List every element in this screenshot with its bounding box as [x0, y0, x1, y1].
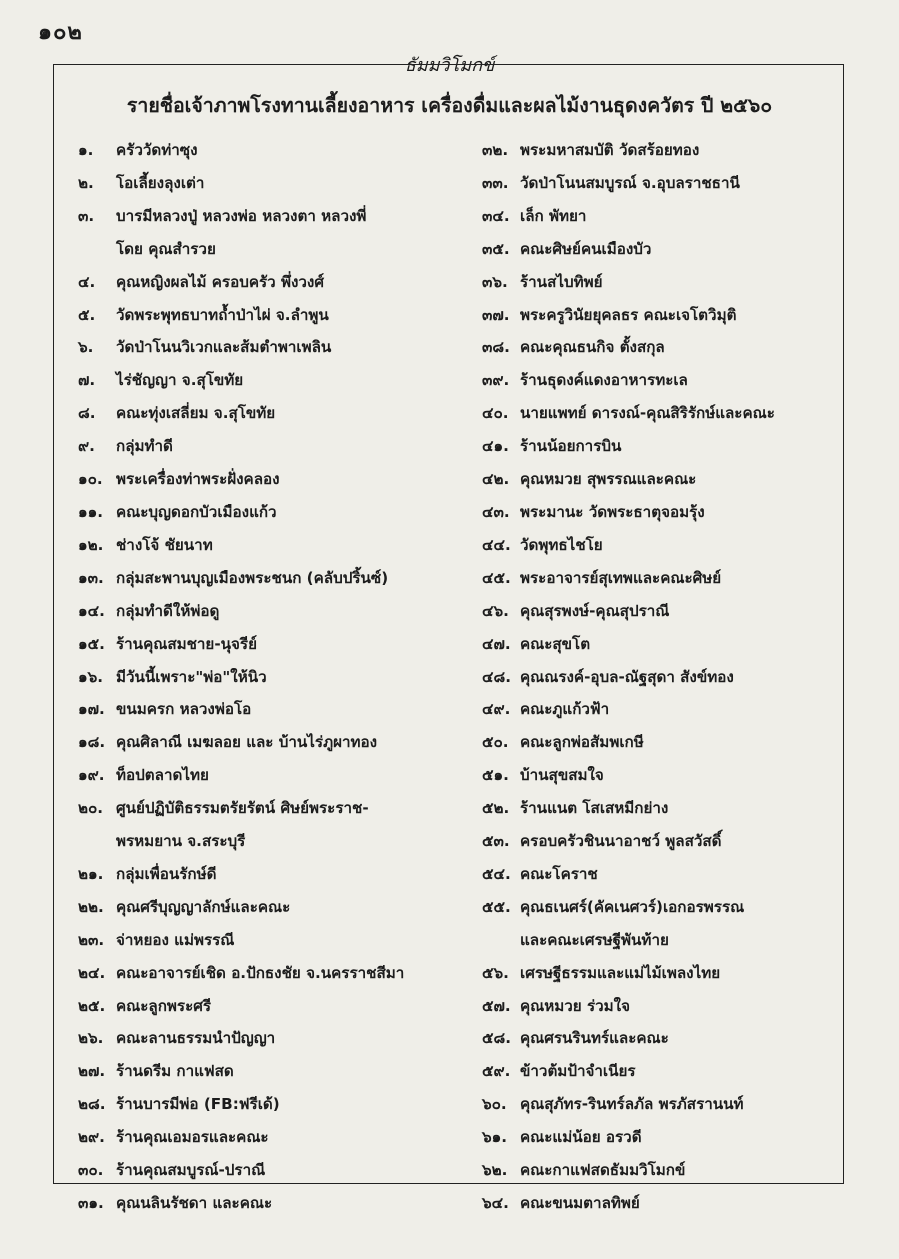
donor-name: พระเครื่องท่าพระฝั่งคลอง [116, 470, 280, 489]
donor-entry-line [78, 1187, 468, 1220]
donor-number: ๔๙. [482, 700, 511, 719]
donor-number: ๔. [78, 272, 96, 291]
donor-entry [78, 693, 468, 726]
donor-entry-line [482, 957, 852, 990]
donor-entry [482, 595, 852, 628]
donor-entry-line [482, 661, 852, 694]
donor-entry-line [482, 1187, 852, 1220]
donor-number: ๓๔. [482, 206, 510, 225]
donor-entry-line [78, 134, 468, 167]
donor-entry-line [78, 891, 468, 924]
donor-entry-line [482, 1022, 852, 1055]
donor-list-left [78, 134, 468, 1220]
donor-name: นายแพทย์ ดารงณ์-คุณสิริรักษ์และคณะ [520, 404, 775, 423]
donor-number: ๒๗. [78, 1062, 106, 1081]
donor-entry-line [482, 233, 852, 266]
donor-entry-line [78, 595, 468, 628]
donor-entry [482, 990, 852, 1023]
donor-list-right [482, 134, 852, 1220]
donor-entry [482, 1121, 852, 1154]
running-header: ธัมมวิโมกข์ [404, 55, 495, 76]
donor-name: คุณหญิงผลไม้ ครอบครัว พึ่งวงศ์ [116, 272, 324, 291]
donor-name: บารมีหลวงปู่ หลวงพ่อ หลวงตา หลวงพี่ [116, 206, 367, 225]
donor-entry [482, 266, 852, 299]
donor-entry-line [482, 759, 852, 792]
donor-number: ๒๘. [78, 1095, 106, 1114]
donor-entry-line [482, 529, 852, 562]
donor-name: พระมหาสมบัติ วัดสร้อยทอง [520, 141, 700, 159]
donor-entry [482, 759, 852, 792]
list-title: รายชื่อเจ้าภาพโรงทานเลี้ยงอาหาร เครื่องดื่มและผลไม้งานธุดงควัตร ปี ๒๕๖๐ [126, 94, 773, 117]
donor-name: กลุ่มทำดี [116, 437, 173, 456]
donor-name: ท็อปตลาดไทย [116, 766, 209, 785]
donor-name: ครอบครัวชินนาอาชว์ พูลสวัสดิ์ [520, 832, 722, 851]
donor-entry [78, 924, 468, 957]
donor-entry [482, 167, 852, 200]
donor-name: คณะขนมตาลทิพย์ [520, 1194, 640, 1212]
donor-number: ๕๘. [482, 1029, 511, 1048]
donor-entry [482, 1055, 852, 1088]
donor-entry-line [482, 628, 852, 661]
donor-entry-line [482, 364, 852, 397]
donor-entry [78, 1088, 468, 1121]
donor-number: ๑๒. [78, 535, 104, 554]
donor-name: บ้านสุขสมใจ [520, 766, 604, 785]
donor-entry-line [482, 1088, 852, 1121]
donor-entry-line [78, 1088, 468, 1121]
donor-number: ๑๔. [78, 601, 105, 620]
donor-entry [78, 858, 468, 891]
donor-entry [78, 200, 468, 266]
donor-entry-line [482, 167, 852, 200]
donor-name: คุณศิลาณี เมฆลอย และ บ้านไร่ภูผาทอง [116, 733, 378, 752]
donor-entry-line [78, 990, 468, 1023]
donor-entry [78, 299, 468, 332]
donor-entry-line [78, 562, 468, 595]
donor-name: ร้านแนต โสเสหมีกย่าง [520, 799, 669, 818]
donor-number: ๕. [78, 305, 96, 324]
donor-name: พระครูวินัยยุคลธร คณะเจโตวิมุติ [520, 305, 737, 324]
donor-name: คณะอาจารย์เชิด อ.ปักธงชัย จ.นครราชสีมา [116, 963, 405, 982]
donor-number: ๕๒. [482, 799, 510, 818]
donor-entry [78, 726, 468, 759]
donor-entry [482, 693, 852, 726]
donor-name: พระมานะ วัดพระธาตุจอมรุ้ง [520, 502, 705, 521]
donor-entry [482, 1088, 852, 1121]
donor-number: ๖๔. [482, 1194, 509, 1212]
donor-number: ๓. [78, 206, 95, 225]
donor-name: พระอาจารย์สุเทพและคณะศิษย์ [520, 568, 722, 587]
donor-entry-line [482, 397, 852, 430]
donor-name: คณะบุญดอกบัวเมืองแก้ว [116, 502, 277, 521]
donor-number: ๑. [78, 141, 94, 159]
donor-entry [482, 957, 852, 990]
donor-number: ๔๖. [482, 601, 509, 620]
donor-entry [482, 1187, 852, 1220]
donor-entry [482, 364, 852, 397]
donor-number: ๓๗. [482, 305, 510, 324]
donor-name: กลุ่มทำดีให้พ่อดู [116, 601, 220, 620]
donor-entry-line [78, 496, 468, 529]
donor-entry [78, 134, 468, 167]
donor-entry [482, 628, 852, 661]
donor-number: ๑๖. [78, 667, 104, 686]
donor-name: กลุ่มเพื่อนรักษ์ดี [116, 864, 217, 883]
donor-entry-line [482, 463, 852, 496]
donor-number: ๑๕. [78, 634, 105, 653]
donor-entry [482, 792, 852, 825]
donor-name: ศูนย์ปฏิบัติธรรมตรัยรัตน์ ศิษย์พระราช- [116, 799, 369, 818]
donor-number: ๓๘. [482, 338, 510, 357]
donor-number: ๒๐. [78, 799, 104, 818]
donor-entry [482, 1022, 852, 1055]
donor-entry-line [482, 858, 852, 891]
donor-name: ร้านสไบทิพย์ [520, 272, 603, 291]
donor-name: คุณธเนศร์(คัคเนศวร์)เอกอรพรรณ [520, 897, 745, 916]
donor-entry [78, 595, 468, 628]
donor-name: ร้านคุณสมบูรณ์-ปราณี [116, 1161, 266, 1180]
donor-name-continued: โดย คุณสำรวย [116, 239, 216, 258]
donor-entry [78, 364, 468, 397]
donor-entry-line [78, 759, 468, 792]
donor-entry [482, 529, 852, 562]
donor-entry-line [78, 858, 468, 891]
page-number: ๑๐๒ [38, 20, 83, 45]
donor-name: คุณศรนรินทร์และคณะ [520, 1029, 669, 1048]
donor-number: ๓๑. [78, 1194, 104, 1212]
donor-entry-line [482, 496, 852, 529]
donor-entry-line [78, 364, 468, 397]
donor-entry-line [78, 167, 468, 200]
donor-entry-line [482, 825, 852, 858]
donor-entry-line [78, 529, 468, 562]
donor-number: ๔๘. [482, 667, 511, 686]
donor-name: คณะภูแก้วฟ้า [520, 700, 610, 719]
donor-entry [78, 990, 468, 1023]
donor-name: คุณสุรพงษ์-คุณสุปราณี [520, 601, 670, 620]
donor-entry [482, 891, 852, 957]
donor-name-continued: และคณะเศรษฐีพันท้าย [520, 930, 669, 949]
donor-name: คุณหมวย สุพรรณและคณะ [520, 470, 697, 489]
donor-entry-line [482, 331, 852, 364]
donor-entry-line [482, 693, 852, 726]
donor-entry-line [482, 562, 852, 595]
donor-number: ๔๕. [482, 568, 511, 587]
donor-name: วัดป่าโนนสมบูรณ์ จ.อุบลราชธานี [520, 173, 740, 192]
donor-number: ๕๑. [482, 766, 509, 785]
donor-number: ๕๕. [482, 897, 511, 916]
donor-name: คณะสุขโต [520, 634, 591, 653]
donor-entry [78, 1022, 468, 1055]
donor-entry-line [482, 200, 852, 233]
donor-entry-line [482, 134, 852, 167]
donor-entry-line [78, 661, 468, 694]
donor-name: คุณหมวย ร่วมใจ [520, 996, 630, 1015]
donor-entry-line [78, 1154, 468, 1187]
donor-entry [78, 759, 468, 792]
donor-number: ๑๓. [78, 568, 104, 587]
donor-entry-line [482, 1154, 852, 1187]
donor-number: ๑๙. [78, 766, 105, 785]
donor-entry-line [482, 990, 852, 1023]
donor-entry [482, 331, 852, 364]
donor-number: ๔๓. [482, 502, 510, 521]
donor-name: มีวันนี้เพราะ"พ่อ"ให้นิว [116, 667, 267, 686]
donor-entry-line [482, 430, 852, 463]
donor-entry-line [482, 891, 852, 924]
donor-entry [482, 430, 852, 463]
donor-name: คุณนลินรัชดา และคณะ [116, 1194, 273, 1212]
donor-entry-line [482, 726, 852, 759]
donor-entry [78, 266, 468, 299]
donor-entry [78, 1121, 468, 1154]
donor-name: คณะศิษย์คนเมืองบัว [520, 239, 652, 258]
donor-entry [78, 529, 468, 562]
donor-number: ๗. [78, 371, 96, 390]
donor-entry-line [482, 266, 852, 299]
donor-entry [78, 463, 468, 496]
donor-number: ๒. [78, 173, 94, 192]
donor-entry [482, 726, 852, 759]
donor-name: คณะแม่น้อย อรวดี [520, 1128, 642, 1147]
donor-number: ๑๗. [78, 700, 105, 719]
donor-entry-line [78, 463, 468, 496]
donor-number: ๓๙. [482, 371, 510, 390]
donor-number: ๕๐. [482, 733, 509, 752]
donor-number: ๒๓. [78, 930, 105, 949]
donor-name: วัดพุทธไชโย [520, 535, 603, 554]
donor-number: ๔๗. [482, 634, 511, 653]
donor-entry-line [78, 792, 468, 825]
donor-entry [482, 858, 852, 891]
donor-name: คณะคุณธนกิจ ตั้งสกุล [520, 338, 665, 357]
donor-entry [482, 463, 852, 496]
donor-name: คณะลูกพ่อสัมพเกษี [520, 733, 644, 752]
donor-number: ๔๔. [482, 535, 511, 554]
donor-number: ๔๒. [482, 470, 510, 489]
donor-number: ๕๓. [482, 832, 510, 851]
donor-entry [78, 957, 468, 990]
donor-number: ๒๒. [78, 897, 104, 916]
donor-entry [78, 792, 468, 858]
donor-entry-line [482, 1121, 852, 1154]
donor-number: ๒๕. [78, 996, 106, 1015]
donor-name: ร้านดรีม กาแฟสด [116, 1062, 234, 1081]
donor-entry [482, 299, 852, 332]
donor-entry [482, 496, 852, 529]
donor-number: ๕๖. [482, 963, 509, 982]
donor-number: ๕๗. [482, 996, 511, 1015]
donor-entry [78, 430, 468, 463]
donor-entry [78, 331, 468, 364]
donor-name: ขนมครก หลวงพ่อโอ [116, 700, 252, 719]
donor-entry-line [78, 299, 468, 332]
donor-name: ช่างโจ้ ชัยนาท [116, 535, 213, 554]
donor-name: ข้าวต้มป้าจำเนียร [520, 1062, 636, 1081]
donor-entry-line [78, 924, 468, 957]
donor-entry-line [78, 200, 468, 233]
donor-name: คณะกาแฟสดธัมมวิโมกข์ [520, 1161, 686, 1180]
donor-name: ร้านธุดงค์แดงอาหารทะเล [520, 371, 688, 390]
donor-name: คณะทุ่งเสลี่ยม จ.สุโขทัย [116, 404, 276, 423]
donor-number: ๕๙. [482, 1062, 511, 1081]
donor-number: ๓๐. [78, 1161, 104, 1180]
donor-entry-line [78, 397, 468, 430]
donor-entry [78, 167, 468, 200]
donor-name: คุณสุภัทร-รินทร์ลภัล พรภัสรานนท์ [520, 1095, 744, 1114]
donor-name: คุณศรีบุญญาลักษ์และคณะ [116, 897, 291, 916]
donor-entry-line [482, 595, 852, 628]
donor-entry-line [78, 726, 468, 759]
donor-name: วัดพระพุทธบาทถ้ำป่าไผ่ จ.ลำพูน [116, 305, 329, 324]
donor-number: ๖๑. [482, 1128, 508, 1147]
donor-entry-line [78, 1055, 468, 1088]
donor-number: ๙. [78, 437, 95, 456]
donor-number: ๑๑. [78, 502, 104, 521]
donor-number: ๔๑. [482, 437, 509, 456]
donor-name: จ่าหยอง แม่พรรณี [116, 930, 235, 949]
donor-entry-line [78, 1022, 468, 1055]
donor-name: เศรษฐีธรรมและแม่ไม้เพลงไทย [520, 963, 721, 982]
donor-number: ๓๖. [482, 272, 508, 291]
donor-entry [78, 1055, 468, 1088]
donor-number: ๔๐. [482, 404, 509, 423]
donor-number: ๑๘. [78, 733, 106, 752]
donor-number: ๕๔. [482, 864, 511, 883]
donor-number: ๖. [78, 338, 94, 357]
donor-name-continued: พรหมยาน จ.สระบุรี [116, 832, 246, 851]
donor-entry [482, 825, 852, 858]
donor-name: คณะลูกพระศรี [116, 996, 212, 1015]
donor-entry-line [78, 957, 468, 990]
donor-name: ไร่ชัญญา จ.สุโขทัย [116, 371, 244, 390]
donor-entry [482, 134, 852, 167]
donor-number: ๒๙. [78, 1128, 105, 1147]
donor-entry [482, 661, 852, 694]
donor-name: เล็ก พัทยา [520, 206, 587, 225]
donor-number: ๒๖. [78, 1029, 104, 1048]
donor-entry [482, 233, 852, 266]
donor-number: ๖๐. [482, 1095, 507, 1114]
donor-entry-line [482, 1055, 852, 1088]
donor-number: ๓๕. [482, 239, 510, 258]
donor-entry-line [78, 1121, 468, 1154]
donor-entry-line [78, 266, 468, 299]
donor-entry-line [78, 693, 468, 726]
donor-entry-line [78, 331, 468, 364]
donor-entry [78, 397, 468, 430]
donor-entry [78, 1154, 468, 1187]
donor-number: ๓๒. [482, 141, 509, 159]
donor-entry [78, 661, 468, 694]
donor-name: คณะลานธรรมนำปัญญา [116, 1029, 276, 1048]
donor-name: ร้านน้อยการบิน [520, 437, 622, 456]
donor-entry [482, 1154, 852, 1187]
donor-number: ๓๓. [482, 173, 509, 192]
donor-name: คุณณรงค์-อุบล-ณัฐสุดา สังข์ทอง [520, 667, 734, 686]
donor-entry [78, 562, 468, 595]
donor-number: ๒๔. [78, 963, 106, 982]
donor-name: กลุ่มสะพานบุญเมืองพระชนก (คลับปริ้นซ์) [116, 568, 389, 587]
donor-entry-line [78, 628, 468, 661]
donor-name: โอเลี้ยงลุงเต่า [116, 173, 205, 192]
donor-number: ๑๐. [78, 470, 103, 489]
donor-name: วัดป่าโนนวิเวกและส้มตำพาเพลิน [116, 338, 332, 357]
donor-name: ครัววัดท่าซุง [116, 141, 198, 159]
donor-number: ๘. [78, 404, 96, 423]
donor-entry [78, 628, 468, 661]
donor-entry [78, 496, 468, 529]
donor-entry [482, 562, 852, 595]
donor-name: ร้านคุณสมชาย-นุจรีย์ [116, 634, 257, 653]
donor-entry [78, 891, 468, 924]
donor-entry [482, 397, 852, 430]
donor-entry [78, 1187, 468, 1220]
donor-entry [482, 200, 852, 233]
donor-name: คณะโคราช [520, 864, 598, 883]
donor-number: ๒๑. [78, 864, 104, 883]
donor-name: ร้านบารมีพ่อ (FB:ฟรีเด้) [116, 1095, 280, 1114]
donor-number: ๖๒. [482, 1161, 508, 1180]
donor-entry-line [482, 792, 852, 825]
donor-entry-line [78, 430, 468, 463]
donor-name: ร้านคุณเอมอรและคณะ [116, 1128, 269, 1147]
donor-entry-line [482, 299, 852, 332]
